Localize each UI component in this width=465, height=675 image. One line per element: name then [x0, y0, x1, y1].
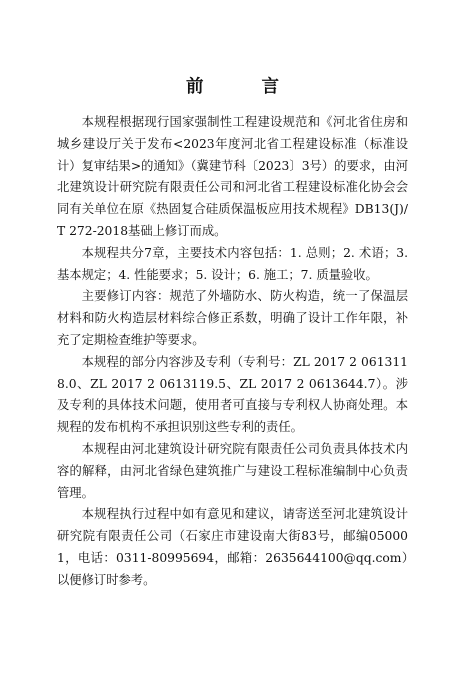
paragraph-chapters: 本规程共分7章，主要技术内容包括：1. 总则；2. 术语；3. 基本规定；4. 性能要求；5. 设计；6. 施工；7. 质量验收。 [57, 245, 408, 282]
paragraph-feedback: 本规程执行过程中如有意见和建议，请寄送至河北建筑设计研究院有限责任公司（石家庄市建设南大街83号，邮编050001，电话：0311-80995694，邮箱：2635644100@qq.com）以便修订时参考。 [57, 507, 408, 587]
paragraph-revisions: 主要修订内容：规范了外墙防水、防火构造，统一了保温层材料和防火构造层材料综合修正系数，明确了设计工作年限，补充了定期检查维护等要求。 [57, 289, 408, 347]
page-title: 前 言 [185, 77, 306, 97]
paragraph-patents: 本规程的部分内容涉及专利（专利号：ZL 2017 2 0613118.0、ZL 2017 2 0613119.5、ZL 2017 2 0613644.7）。涉及专利的具体技术问题，使用者可直接与专利权人协商处理。本规程的发布机构不承担识别这些专利的责任。 [57, 354, 408, 435]
paragraph-interpretation: 本规程由河北建筑设计研究院有限责任公司负责具体技术内容的解释，由河北省绿色建筑推广与建设工程标准编制中心负责管理。 [57, 441, 408, 500]
paragraph-basis: 本规程根据现行国家强制性工程建设规范和《河北省住房和城乡建设厅关于发布<2023年度河北省工程建设标准（标准设计）复审结果>的通知》（冀建节科〔2023〕3号）的要求，由河北建筑设计研究院有限责任公司和河北省工程建设标准化协会会同有关单位在原《热固复合硅质保温板应用技术规程》DB13(J)/T 272-2018基础上修订而成。 [57, 115, 408, 238]
